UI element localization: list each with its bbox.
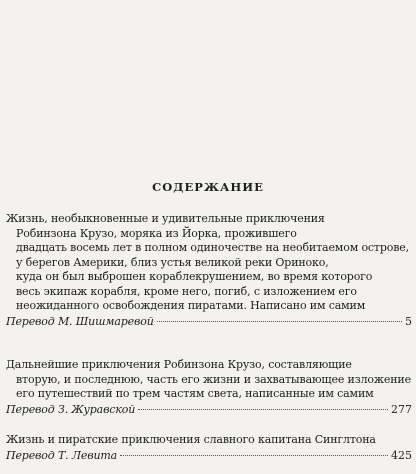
toc-entry-credit xyxy=(6,314,412,329)
dot-leader xyxy=(157,321,402,322)
toc-entry-credit xyxy=(6,448,412,463)
toc-entry-title-line: весь экипаж корабля, кроме него, погиб, с изложением его xyxy=(16,284,357,298)
toc-entry xyxy=(6,433,412,463)
dot-leader xyxy=(120,455,388,456)
translator-credit: Перевод З. Журавской xyxy=(6,402,136,416)
toc-entry-title-line: Жизнь, необыкновенные и удивительные приключения xyxy=(6,212,325,225)
toc-entry-title-line: вторую, и последнюю, часть его жизни и захватывающее изложение xyxy=(16,372,411,386)
page-number: 5 xyxy=(405,314,412,328)
translator-credit: Перевод Т. Левита xyxy=(6,448,118,462)
toc-entry-title-line: у берегов Америки, близ устья великой реки Ориноко, xyxy=(16,255,329,269)
toc-entry-title-line: куда он был выброшен кораблекрушением, во время которого xyxy=(16,270,373,283)
toc-entry-title-line: его путешествий по трем частям света, написанные им самим xyxy=(16,387,374,400)
toc-entry-title-line: Жизнь и пиратские приключения славного капитана Синглтона xyxy=(6,433,376,446)
toc-entry-title-line: Дальнейшие приключения Робинзона Крузо, составляющие xyxy=(6,358,352,371)
toc-entry-title-line: двадцать восемь лет в полном одиночестве на необитаемом острове, xyxy=(16,241,409,254)
toc-entry-title-line: Робинзона Крузо, моряка из Йорка, прожившего xyxy=(16,226,297,240)
page-number: 425 xyxy=(391,448,412,462)
toc-entry xyxy=(6,358,412,417)
toc-entry-credit xyxy=(6,402,412,417)
page-number: 277 xyxy=(391,402,412,416)
toc-entry-title-line: неожиданного освобождения пиратами. Написано им самим xyxy=(16,299,366,312)
toc-entry xyxy=(6,212,412,329)
page-title: СОДЕРЖАНИЕ xyxy=(152,180,264,194)
translator-credit: Перевод М. Шишмаревой xyxy=(6,314,154,328)
dot-leader xyxy=(138,409,388,410)
